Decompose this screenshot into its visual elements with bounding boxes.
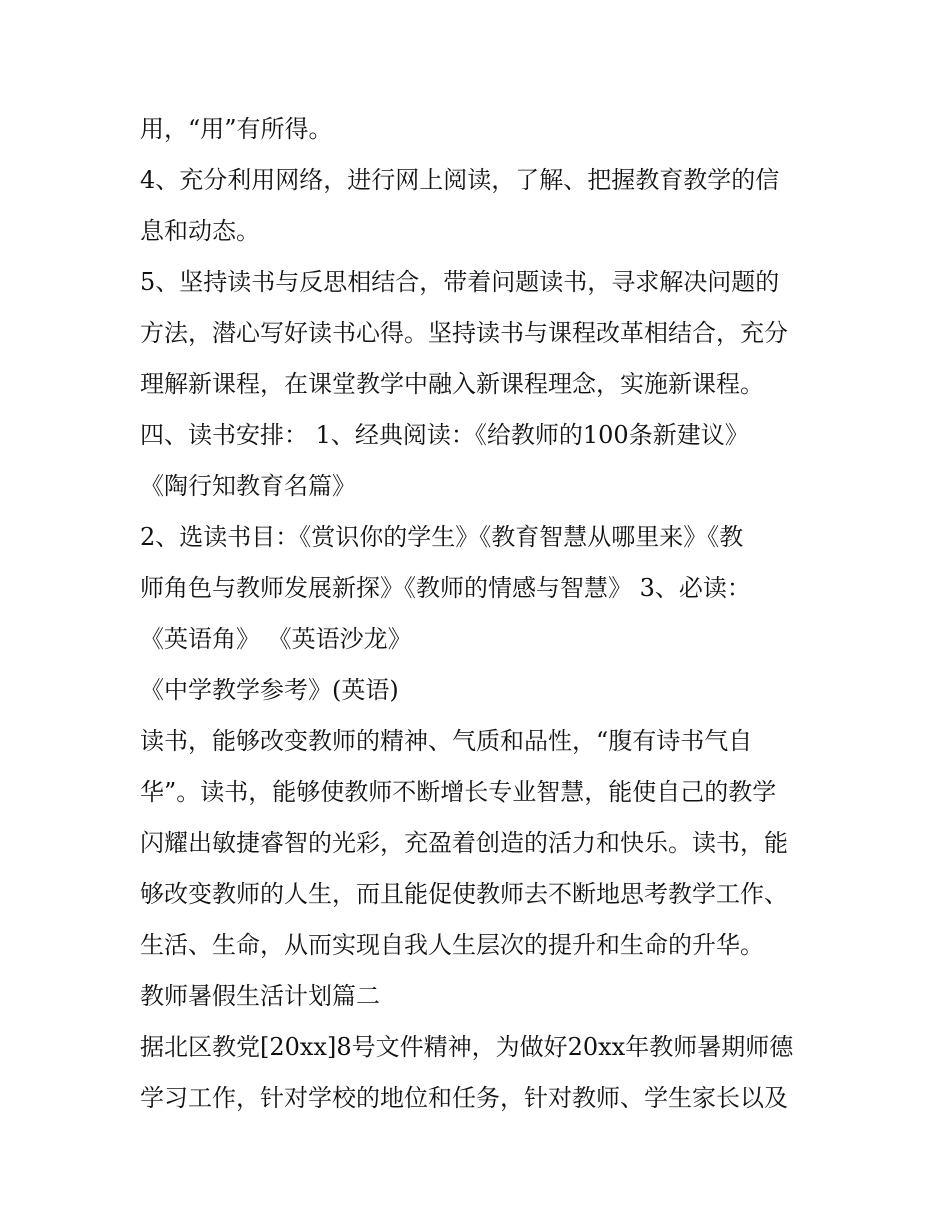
text-line: 理解新课程，在课堂教学中融入新课程理念，实施新课程。 [140, 370, 764, 398]
text-line: 华”。读书，能够使教师不断增长专业智慧，能使自己的教学 [140, 778, 777, 806]
text-line: 4、充分利用网络，进行网上阅读，了解、把握教育教学的信 [140, 166, 780, 194]
section-heading: 教师暑假生活计划篇二 [140, 982, 380, 1010]
text-line: 学习工作，针对学校的地位和任务，针对教师、学生家长以及 [140, 1084, 788, 1112]
text-line: 读书，能够改变教师的精神、气质和品性，“腹有诗书气自 [140, 727, 753, 755]
text-line: 四、读书安排： 1、经典阅读：《给教师的100条新建议》 [140, 421, 749, 449]
document-body [140, 104, 830, 1124]
text-line: 师角色与教师发展新探》《教师的情感与智慧》 3、必读： [140, 574, 751, 602]
text-line: 《陶行知教育名篇》 [140, 472, 356, 500]
text-line: 闪耀出敏捷睿智的光彩，充盈着创造的活力和快乐。读书，能 [140, 829, 788, 857]
text-line: 据北区教党[20xx]8号文件精神，为做好20xx年教师暑期师德 [140, 1033, 794, 1061]
text-line: 方法，潜心写好读书心得。坚持读书与课程改革相结合，充分 [140, 319, 788, 347]
text-line: 用，“用”有所得。 [140, 115, 333, 143]
text-line: 《中学教学参考》(英语) [140, 676, 399, 704]
text-line: 息和动态。 [140, 217, 260, 245]
text-line: 5、坚持读书与反思相结合，带着问题读书，寻求解决问题的 [140, 268, 780, 296]
text-line: 生活、生命，从而实现自我人生层次的提升和生命的升华。 [140, 931, 764, 959]
text-line: 2、选读书目：《赏识你的学生》《教育智慧从哪里来》《教 [140, 523, 744, 551]
text-line: 够改变教师的人生，而且能促使教师去不断地思考教学工作、 [140, 880, 788, 908]
text-line: 《英语角》 《英语沙龙》 [140, 625, 412, 653]
